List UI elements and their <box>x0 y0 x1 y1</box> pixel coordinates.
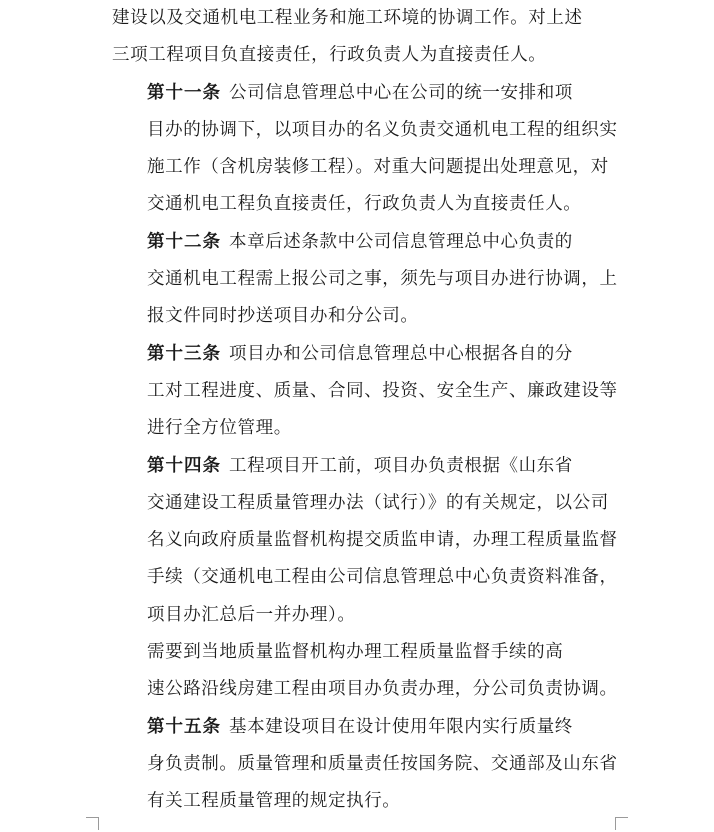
text-line <box>112 634 608 671</box>
line-text: 交通机电工程负直接责任，行政负责人为直接责任人。 <box>147 194 582 215</box>
paragraph-p-14 <box>112 448 618 634</box>
line-text: 交通机电工程需上报公司之事，须先与项目办进行协调，上 <box>147 269 618 290</box>
text-line <box>112 112 618 149</box>
line-text: 有关工程质量管理的规定执行。 <box>147 791 401 812</box>
text-line <box>112 261 618 298</box>
article-heading: 第十三条 <box>147 343 221 364</box>
text-line <box>112 410 608 447</box>
line-text: 项目办和公司信息管理总中心根据各自的分 <box>229 343 573 364</box>
paragraph-p-13 <box>112 336 618 448</box>
line-text: 进行全方位管理。 <box>147 418 292 439</box>
text-line <box>112 75 608 112</box>
line-text: 工对工程进度、质量、合同、投资、安全生产、廉政建设等 <box>147 380 618 401</box>
text-line <box>112 709 608 746</box>
text-line <box>112 149 608 186</box>
text-line <box>112 559 618 596</box>
line-text: 身负责制。质量管理和质量责任按国务院、交通部及山东省 <box>147 753 618 774</box>
text-line <box>112 746 618 783</box>
page-corner-mark-right <box>615 817 628 830</box>
page-corner-mark-left <box>86 817 99 830</box>
text-line <box>112 0 608 37</box>
line-text: 基本建设项目在设计使用年限内实行质量终 <box>229 716 573 737</box>
line-text: 目办的协调下，以项目办的名义负责交通机电工程的组织实 <box>147 119 618 140</box>
text-line <box>112 485 608 522</box>
document-body <box>112 0 618 821</box>
line-text: 交通建设工程质量管理办法（试行）》的有关规定，以公司 <box>147 492 609 513</box>
article-heading: 第十四条 <box>147 455 221 476</box>
line-text: 名义向政府质量监督机构提交质监申请，办理工程质量监督 <box>147 530 618 551</box>
line-text: 手续（交通机电工程由公司信息管理总中心负责资料准备， <box>147 567 618 588</box>
paragraph-p-12 <box>112 224 618 336</box>
text-line <box>112 373 618 410</box>
paragraph-p-15 <box>112 709 618 821</box>
article-heading: 第十一条 <box>147 82 221 103</box>
text-line <box>112 298 608 335</box>
line-text: 建设以及交通机电工程业务和施工环境的协调工作。对上述 <box>112 8 583 28</box>
line-text: 施工作（含机房装修工程）。对重大问题提出处理意见，对 <box>147 157 609 178</box>
text-line <box>112 671 618 708</box>
text-line <box>112 522 618 559</box>
line-text: 公司信息管理总中心在公司的统一安排和项 <box>229 82 573 103</box>
paragraph-p-11 <box>112 75 618 224</box>
paragraph-p-14b <box>112 634 618 709</box>
text-line <box>112 37 608 74</box>
text-line <box>112 336 608 373</box>
text-line <box>112 783 608 820</box>
text-line <box>112 224 608 261</box>
line-text: 报文件同时抄送项目办和分公司。 <box>147 306 419 327</box>
article-heading: 第十二条 <box>147 231 221 252</box>
text-line <box>112 597 608 634</box>
line-text: 速公路沿线房建工程由项目办负责办理，分公司负责协调。 <box>147 679 618 700</box>
text-line <box>112 186 608 223</box>
line-text: 本章后述条款中公司信息管理总中心负责的 <box>229 231 573 252</box>
line-text: 需要到当地质量监督机构办理工程质量监督手续的高 <box>147 642 564 663</box>
article-heading: 第十五条 <box>147 716 221 737</box>
text-line <box>112 448 608 485</box>
line-text: 项目办汇总后一并办理）。 <box>147 604 356 625</box>
line-text: 工程项目开工前，项目办负责根据《山东省 <box>229 455 573 476</box>
paragraph-p-cont <box>112 0 608 75</box>
line-text: 三项工程项目负直接责任，行政负责人为直接责任人。 <box>112 45 547 66</box>
